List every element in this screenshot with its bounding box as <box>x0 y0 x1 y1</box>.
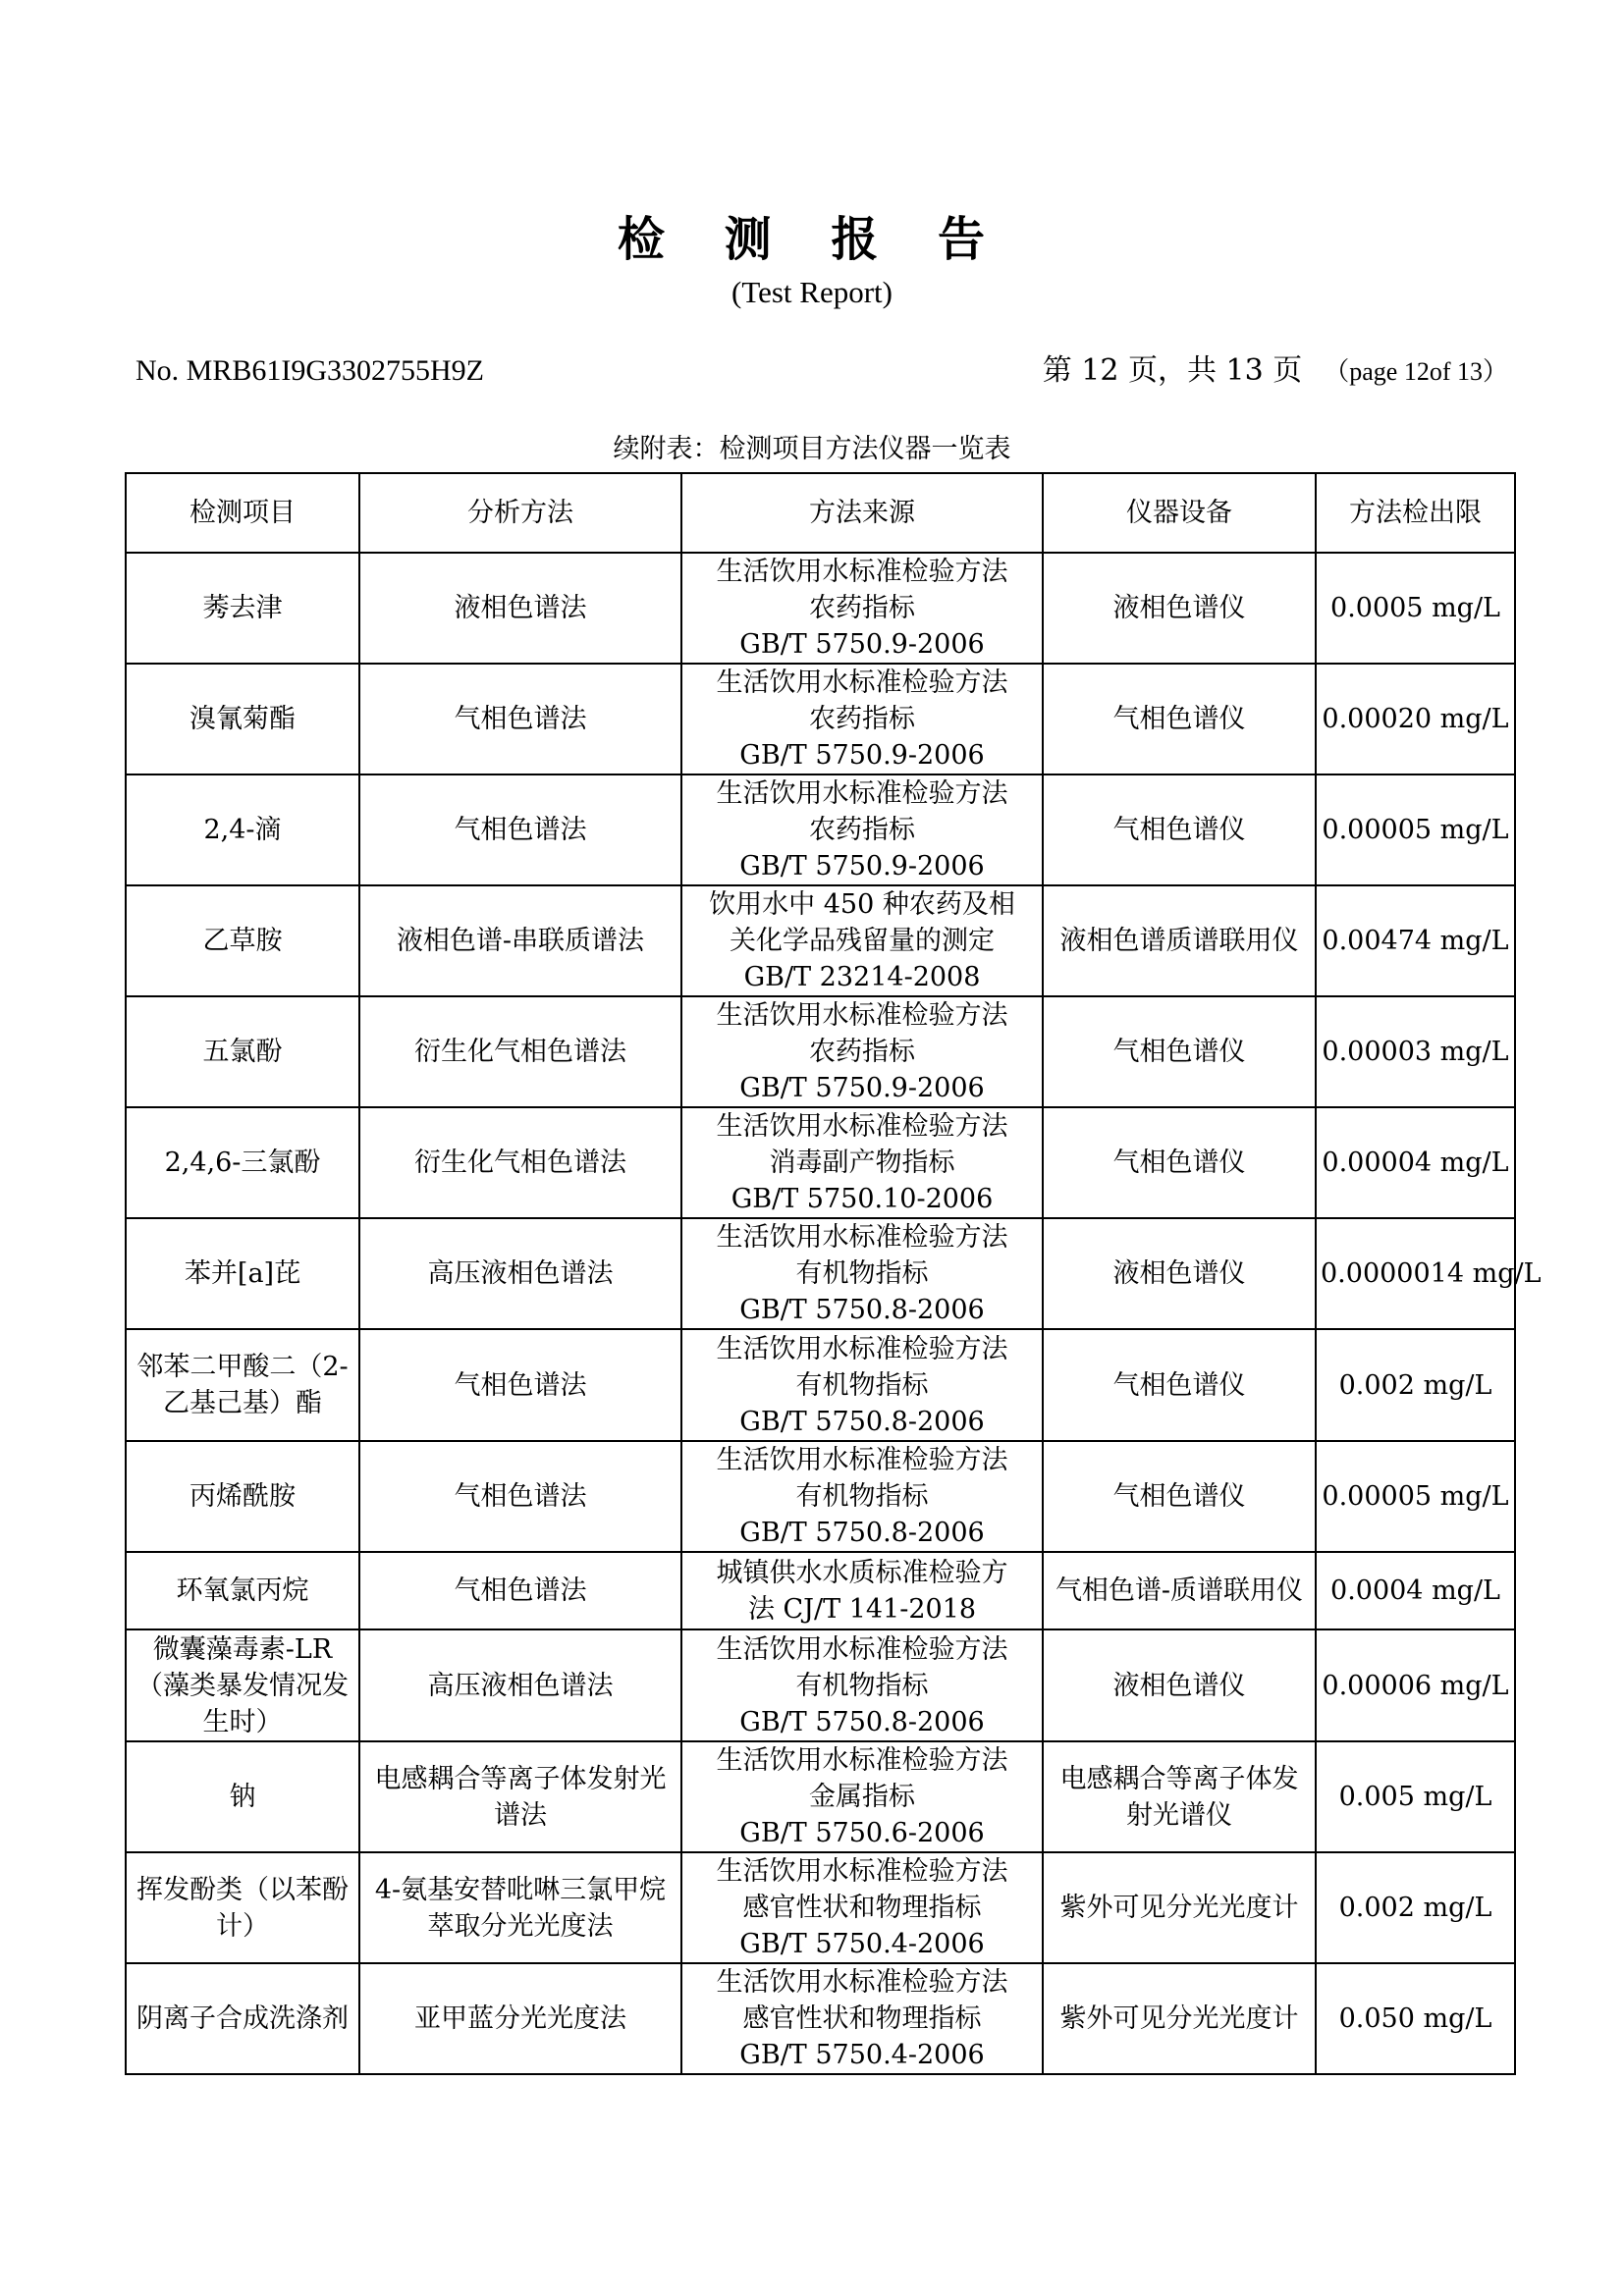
cell-method: 液相色谱法 <box>359 553 681 664</box>
source-line: 农药指标 <box>809 704 915 734</box>
source-line: 有机物指标 <box>795 1369 929 1401</box>
method-table <box>125 472 1542 2075</box>
source-line: 法 CJ/T 141-2018 <box>747 1593 977 1625</box>
cell-item: 溴氰菊酯 <box>126 664 359 774</box>
table-row <box>126 1852 1515 1963</box>
source-line: 生活饮用水标准检验方法 <box>716 557 1008 587</box>
cell-instrument: 液相色谱仪 <box>1043 1218 1316 1329</box>
cell-limit: 0.002 mg/L <box>1316 1329 1515 1441</box>
source-line: 感官性状和物理指标 <box>742 2003 982 2034</box>
column-header-method: 分析方法 <box>359 473 681 553</box>
table-row <box>126 1963 1515 2074</box>
cell-item: 苯并[a]芘 <box>126 1218 359 1329</box>
source-line: GB/T 5750.8-2006 <box>739 1706 985 1737</box>
cell-source <box>681 1852 1043 1963</box>
cell-instrument: 气相色谱仪 <box>1043 664 1316 774</box>
report-subtitle: (Test Report) <box>731 275 893 309</box>
cell-instrument: 气相色谱仪 <box>1043 774 1316 885</box>
cell-limit: 0.00005 mg/L <box>1316 1441 1515 1552</box>
cell-source <box>681 885 1043 996</box>
cell-source <box>681 774 1043 885</box>
source-line: GB/T 5750.10-2006 <box>731 1184 994 1214</box>
cell-instrument: 液相色谱仪 <box>1043 1629 1316 1741</box>
cell-source <box>681 1552 1043 1629</box>
cell-method: 气相色谱法 <box>359 1329 681 1441</box>
page-indicator-cn: 第 12 页，共 13 页 <box>1042 353 1303 388</box>
cell-instrument: 气相色谱仪 <box>1043 1107 1316 1218</box>
cell-instrument: 液相色谱质谱联用仪 <box>1043 885 1316 996</box>
cell-method: 气相色谱法 <box>359 664 681 774</box>
table-row <box>126 996 1515 1107</box>
report-title: 检 测 报 告 <box>617 212 1007 267</box>
cell-method: 电感耦合等离子体发射光谱法 <box>359 1741 681 1852</box>
source-line: GB/T 5750.4-2006 <box>739 1929 985 1959</box>
cell-item: 钠 <box>126 1741 359 1852</box>
column-header-item: 检测项目 <box>126 473 359 553</box>
cell-item: 丙烯酰胺 <box>126 1441 359 1552</box>
cell-limit: 0.002 mg/L <box>1316 1852 1515 1963</box>
cell-source <box>681 1441 1043 1552</box>
cell-item: 2,4,6-三氯酚 <box>126 1107 359 1218</box>
table-row <box>126 1629 1515 1741</box>
source-line: 有机物指标 <box>795 1670 929 1701</box>
source-line: 农药指标 <box>809 1037 915 1067</box>
source-line: 农药指标 <box>809 815 915 845</box>
cell-limit: 0.0000014 mg/L <box>1316 1218 1515 1329</box>
column-header-instrument: 仪器设备 <box>1043 473 1316 553</box>
cell-instrument: 液相色谱仪 <box>1043 553 1316 664</box>
cell-source <box>681 553 1043 664</box>
source-line: GB/T 5750.4-2006 <box>739 2040 985 2070</box>
table-row <box>126 553 1515 664</box>
table-row <box>126 1107 1515 1218</box>
cell-method: 衍生化气相色谱法 <box>359 1107 681 1218</box>
table-row <box>126 1329 1515 1441</box>
cell-source <box>681 1741 1043 1852</box>
table-row <box>126 1552 1515 1629</box>
cell-limit: 0.00003 mg/L <box>1316 996 1515 1107</box>
source-line: 生活饮用水标准检验方法 <box>716 1967 1008 1998</box>
cell-item: 环氧氯丙烷 <box>126 1552 359 1629</box>
column-header-limit: 方法检出限 <box>1316 473 1515 553</box>
source-line: GB/T 5750.9-2006 <box>739 851 985 881</box>
cell-limit: 0.0004 mg/L <box>1316 1552 1515 1629</box>
source-line: GB/T 5750.6-2006 <box>739 1818 985 1848</box>
column-header-source: 方法来源 <box>681 473 1043 553</box>
source-line: 生活饮用水标准检验方法 <box>716 1745 1008 1776</box>
cell-instrument: 气相色谱仪 <box>1043 1441 1316 1552</box>
cell-method: 气相色谱法 <box>359 1441 681 1552</box>
source-line: 感官性状和物理指标 <box>742 1893 982 1923</box>
cell-method: 气相色谱法 <box>359 774 681 885</box>
cell-method: 高压液相色谱法 <box>359 1629 681 1741</box>
source-line: 金属指标 <box>809 1782 915 1812</box>
cell-source <box>681 1963 1043 2074</box>
cell-method: 液相色谱-串联质谱法 <box>359 885 681 996</box>
source-line: GB/T 5750.9-2006 <box>739 629 985 660</box>
cell-instrument: 电感耦合等离子体发射光谱仪 <box>1043 1741 1316 1852</box>
cell-source <box>681 1107 1043 1218</box>
source-line: 生活饮用水标准检验方法 <box>716 1445 1008 1475</box>
source-line: 饮用水中 450 种农药及相 <box>709 889 1015 920</box>
source-line: 生活饮用水标准检验方法 <box>716 1222 1008 1253</box>
source-line: GB/T 5750.9-2006 <box>739 740 985 771</box>
source-line: GB/T 23214-2008 <box>743 962 981 992</box>
cell-limit: 0.00020 mg/L <box>1316 664 1515 774</box>
cell-limit: 0.00474 mg/L <box>1316 885 1515 996</box>
cell-item: 莠去津 <box>126 553 359 664</box>
page-indicator <box>1043 351 1508 392</box>
cell-method: 亚甲蓝分光光度法 <box>359 1963 681 2074</box>
source-line: 生活饮用水标准检验方法 <box>716 1000 1008 1031</box>
source-line: 生活饮用水标准检验方法 <box>716 1111 1008 1142</box>
cell-item: 挥发酚类（以苯酚计） <box>126 1852 359 1963</box>
cell-item: 阴离子合成洗涤剂 <box>126 1963 359 2074</box>
cell-instrument: 气相色谱仪 <box>1043 996 1316 1107</box>
source-line: GB/T 5750.8-2006 <box>739 1295 985 1325</box>
source-line: 城镇供水水质标准检验方 <box>716 1557 1008 1588</box>
cell-item: 邻苯二甲酸二（2-乙基己基）酯 <box>126 1329 359 1441</box>
source-line: GB/T 5750.8-2006 <box>739 1406 985 1437</box>
page-indicator-en: （page 12of 13） <box>1324 357 1508 386</box>
cell-item: 2,4-滴 <box>126 774 359 885</box>
report-number: No. MRB61I9G3302755H9Z <box>135 354 485 387</box>
source-line: 生活饮用水标准检验方法 <box>716 778 1008 809</box>
source-line: GB/T 5750.8-2006 <box>739 1518 985 1548</box>
source-line: 生活饮用水标准检验方法 <box>716 1333 1008 1364</box>
table-row <box>126 1218 1515 1329</box>
source-line: 有机物指标 <box>795 1258 929 1289</box>
cell-instrument: 气相色谱仪 <box>1043 1329 1316 1441</box>
cell-source <box>681 664 1043 774</box>
cell-method: 4-氨基安替吡啉三氯甲烷萃取分光光度法 <box>359 1852 681 1963</box>
cell-limit: 0.050 mg/L <box>1316 1963 1515 2074</box>
cell-limit: 0.00005 mg/L <box>1316 774 1515 885</box>
source-line: 关化学品残留量的测定 <box>730 926 995 956</box>
cell-limit: 0.0005 mg/L <box>1316 553 1515 664</box>
source-line: 生活饮用水标准检验方法 <box>716 1633 1008 1665</box>
source-line: 有机物指标 <box>795 1481 929 1512</box>
source-line: 生活饮用水标准检验方法 <box>716 667 1008 698</box>
cell-limit: 0.00006 mg/L <box>1316 1629 1515 1741</box>
table-row <box>126 774 1515 885</box>
table-header-row <box>126 473 1515 553</box>
cell-item: 乙草胺 <box>126 885 359 996</box>
cell-limit: 0.005 mg/L <box>1316 1741 1515 1852</box>
cell-item: 微囊藻毒素-LR（藻类暴发情况发生时） <box>126 1629 359 1741</box>
table-row <box>126 885 1515 996</box>
table-caption: 续附表：检测项目方法仪器一览表 <box>613 434 1011 464</box>
table-row <box>126 1741 1515 1852</box>
cell-source <box>681 1329 1043 1441</box>
source-line: GB/T 5750.9-2006 <box>739 1073 985 1103</box>
cell-item: 五氯酚 <box>126 996 359 1107</box>
cell-source <box>681 996 1043 1107</box>
table-body <box>126 553 1542 2074</box>
cell-instrument: 气相色谱-质谱联用仪 <box>1043 1552 1316 1629</box>
cell-instrument: 紫外可见分光光度计 <box>1043 1852 1316 1963</box>
cell-method: 高压液相色谱法 <box>359 1218 681 1329</box>
source-line: 生活饮用水标准检验方法 <box>716 1856 1008 1887</box>
cell-source <box>681 1629 1043 1741</box>
source-line: 消毒副产物指标 <box>769 1148 955 1178</box>
table-row <box>126 1441 1515 1552</box>
cell-instrument: 紫外可见分光光度计 <box>1043 1963 1316 2074</box>
cell-method: 气相色谱法 <box>359 1552 681 1629</box>
cell-limit: 0.00004 mg/L <box>1316 1107 1515 1218</box>
cell-method: 衍生化气相色谱法 <box>359 996 681 1107</box>
cell-source <box>681 1218 1043 1329</box>
table-row <box>126 664 1515 774</box>
source-line: 农药指标 <box>809 593 915 623</box>
